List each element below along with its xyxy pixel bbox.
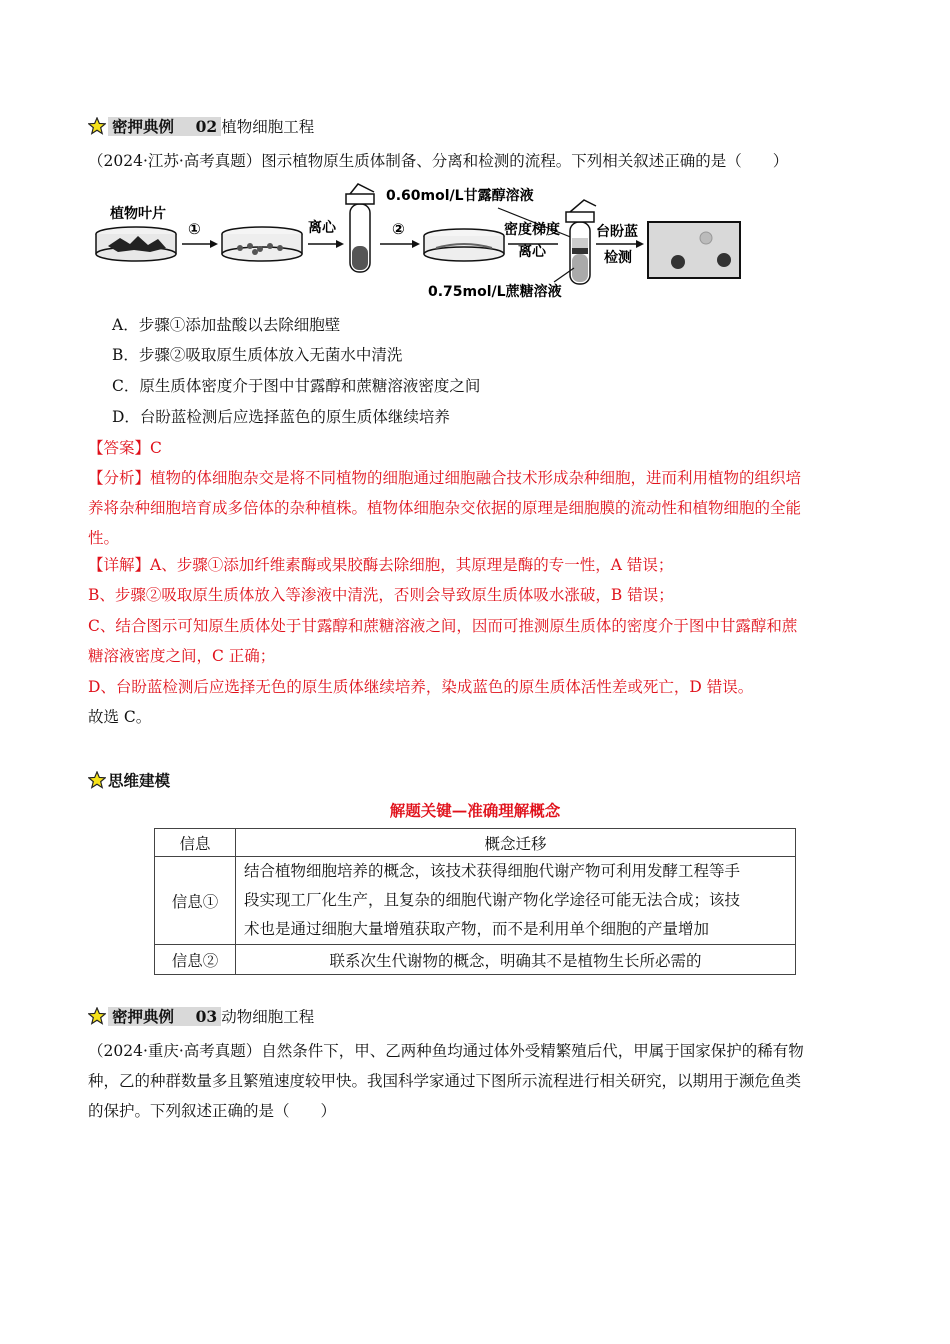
question-03-line-2: 种，乙的种群数量多且繁殖速度较甲快。我国科学家通过下图所示流程进行相关研究，以期用于濒危鱼类: [88, 1072, 802, 1090]
step-1-label: ①: [188, 220, 201, 238]
gradient-label-2: 离心: [518, 244, 546, 260]
example-topic: 植物细胞工程: [221, 118, 315, 136]
mannitol-label: 0.60mol/L甘露醇溶液: [386, 188, 534, 204]
analysis-line-3: 性。: [88, 529, 120, 547]
header-info: 信息: [155, 829, 236, 857]
table-row: [155, 945, 796, 975]
table-title: 解题关键—准确理解概念: [389, 801, 561, 820]
conclusion: 故选 C。: [88, 708, 152, 726]
centrifuge-tube-1: [346, 184, 374, 272]
star-icon: [88, 117, 106, 135]
option-a: A．步骤①添加盐酸以去除细胞壁: [112, 316, 341, 334]
petri-dish-wash: [424, 229, 504, 261]
header-concept: 概念迁移: [236, 829, 796, 857]
example-03-header: [88, 1004, 314, 1030]
example-02-header: [88, 114, 314, 140]
detail-line-4: 糖溶液密度之间，C 正确；: [88, 647, 276, 665]
option-d: D．台盼蓝检测后应选择蓝色的原生质体继续培养: [112, 408, 450, 426]
model-header: 思维建模: [88, 768, 170, 794]
question-03-line-3: 的保护。下列叙述正确的是（ ）: [88, 1102, 337, 1120]
row-content: 结合植物细胞培养的概念，该技术获得细胞代谢产物可利用发酵工程等手 段实现工厂化生产，且复杂的细胞代谢产物化学途径可能无法合成；该技 术也是通过细胞大量增殖获取产物，而不是利用单个细胞的产量增加: [236, 857, 796, 945]
star-icon: [88, 771, 106, 789]
example-tag: 密押典例 03: [108, 1007, 221, 1026]
step-2-label: ②: [392, 220, 405, 238]
row-content: 联系次生代谢物的概念，明确其不是植物生长所必需的: [236, 945, 796, 975]
sucrose-label: 0.75mol/L蔗糖溶液: [428, 284, 562, 300]
protoplast-flow-diagram: [88, 182, 848, 300]
table-row: [155, 857, 796, 945]
petri-dish-cells: [222, 227, 302, 261]
detail-line-3: C、结合图示可知原生质体处于甘露醇和蔗糖溶液之间，因而可推测原生质体的密度介于图中甘露醇和蔗: [88, 617, 798, 635]
centrifuge-label: 离心: [308, 220, 336, 236]
option-b: B．步骤②吸取原生质体放入无菌水中清洗: [112, 346, 403, 364]
info-table: [154, 828, 796, 975]
trypan-label-2: 检测: [604, 250, 632, 266]
petri-dish-leaf: [96, 227, 176, 261]
star-icon: [88, 1007, 106, 1025]
row-label: 信息②: [155, 945, 236, 975]
analysis-line-1: 【分析】植物的体细胞杂交是将不同植物的细胞通过细胞融合技术形成杂种细胞，进而利用植物的组织培: [88, 469, 802, 487]
trypan-label-1: 台盼蓝: [596, 224, 638, 240]
option-c: C．原生质体密度介于图中甘露醇和蔗糖溶液密度之间: [112, 377, 481, 395]
detail-line-2: B、步骤②吸取原生质体放入等渗液中清洗，否则会导致原生质体吸水涨破，B 错误；: [88, 586, 674, 604]
example-topic: 动物细胞工程: [221, 1008, 315, 1026]
row-label: 信息①: [155, 857, 236, 945]
question-03-line-1: （2024·重庆·高考真题）自然条件下，甲、乙两种鱼均通过体外受精繁殖后代，甲属于国家保护的稀有物: [88, 1042, 804, 1060]
detail-line-5: D、台盼蓝检测后应选择无色的原生质体继续培养，染成蓝色的原生质体活性差或死亡，D 错误。: [88, 678, 754, 696]
table-header-row: [155, 829, 796, 857]
example-tag: 密押典例 02: [108, 117, 221, 136]
answer: 【答案】C: [88, 439, 162, 457]
question-02: （2024·江苏·高考真题）图示植物原生质体制备、分离和检测的流程。下列相关叙述正确的是（ ）: [88, 152, 789, 170]
leaf-label: 植物叶片: [110, 206, 166, 222]
microscope-view: [648, 222, 740, 278]
analysis-line-2: 养将杂种细胞培育成多倍体的杂种植株。植物体细胞杂交依据的原理是细胞膜的流动性和植物细胞的全能: [88, 499, 802, 517]
centrifuge-tube-2: [566, 200, 596, 284]
gradient-label-1: 密度梯度: [504, 222, 560, 238]
detail-line-1: 【详解】A、步骤①添加纤维素酶或果胶酶去除细胞，其原理是酶的专一性，A 错误；: [88, 556, 674, 574]
